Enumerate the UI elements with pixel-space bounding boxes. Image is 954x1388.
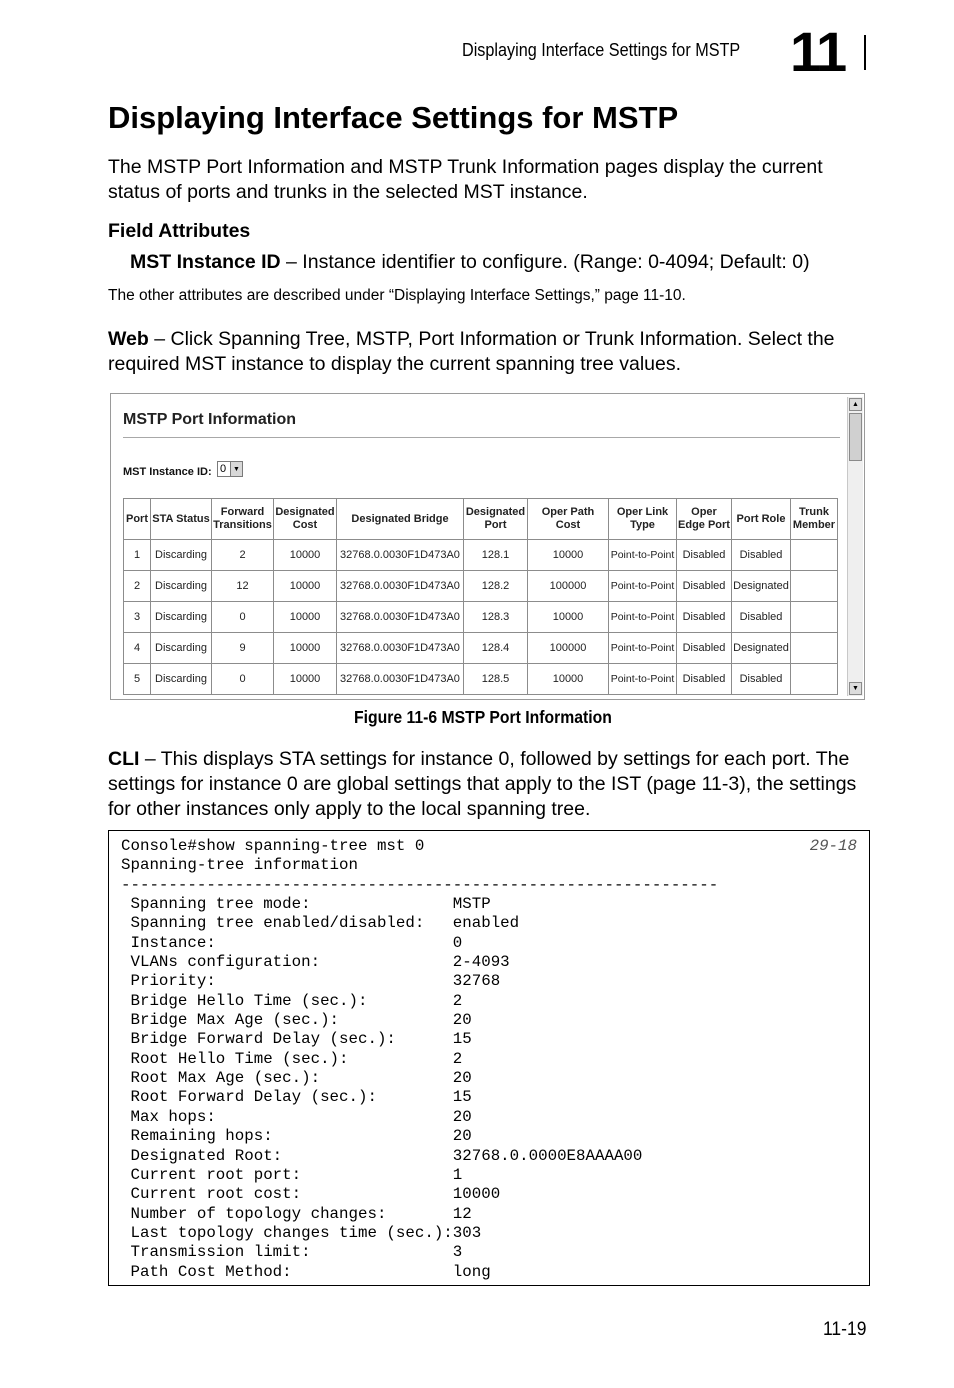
- column-header-sta-status: STA Status: [151, 499, 211, 539]
- console-line: Instance: 0: [121, 933, 463, 952]
- table-cell: 128.4: [464, 633, 527, 663]
- table-cell: 128.1: [464, 540, 527, 570]
- table-cell: Disabled: [677, 633, 731, 663]
- console-line: Priority: 32768: [121, 972, 501, 991]
- column-header-trunk-member: Trunk Member: [791, 499, 837, 539]
- console-line: Number of topology changes: 12: [121, 1204, 472, 1223]
- column-header-forward-transitions: Forward Transitions: [212, 499, 273, 539]
- console-output: [121, 837, 718, 1282]
- table-cell: [791, 633, 837, 663]
- table-cell: 0: [212, 664, 273, 694]
- table-cell: 10000: [528, 602, 608, 632]
- table-cell: 3: [124, 602, 150, 632]
- scroll-down-arrow-icon[interactable]: ▼: [849, 682, 862, 695]
- column-header-designated-port: Designated Port: [464, 499, 527, 539]
- table-cell: 10000: [274, 633, 336, 663]
- field-mst-instance-id: [130, 251, 810, 274]
- column-header-port: Port: [124, 499, 150, 539]
- table-cell: 100000: [528, 633, 608, 663]
- console-line: Transmission limit: 3: [121, 1243, 463, 1262]
- console-line: Root Max Age (sec.): 20: [121, 1069, 472, 1088]
- table-cell: Disabled: [677, 602, 731, 632]
- table-cell: 10000: [274, 602, 336, 632]
- table-cell: [791, 571, 837, 601]
- table-cell: Disabled: [732, 664, 790, 694]
- page-number: 11-19: [823, 1319, 867, 1340]
- table-cell: Point-to-Point: [609, 664, 676, 694]
- field-description: – Instance identifier to configure. (Range: 0-4094; Default: 0): [280, 251, 810, 273]
- figure-caption: Figure 11-6 MSTP Port Information: [354, 707, 612, 727]
- panel-title: MSTP Port Information: [123, 411, 297, 428]
- table-cell: Designated: [732, 633, 790, 663]
- console-line: Console#show spanning-tree mst 0: [121, 837, 425, 855]
- console-line: Designated Root: 32768.0.0000E8AAAA00: [121, 1146, 643, 1165]
- table-cell: 32768.0.0030F1D473A0: [337, 571, 463, 601]
- console-line: ---------------------------------------------------------------: [121, 875, 719, 894]
- table-row: [124, 571, 837, 601]
- mstp-port-information-figure: [110, 393, 865, 700]
- console-line: Last topology changes time (sec.):303: [121, 1223, 482, 1242]
- table-cell: 128.5: [464, 664, 527, 694]
- console-line: Spanning-tree information: [121, 856, 358, 875]
- table-cell: Point-to-Point: [609, 540, 676, 570]
- table-cell: [791, 664, 837, 694]
- section-title: Displaying Interface Settings for MSTP: [108, 100, 679, 135]
- cli-label: CLI: [108, 748, 140, 770]
- table-cell: [791, 602, 837, 632]
- table-cell: 0: [212, 602, 273, 632]
- table-row: [124, 602, 837, 632]
- table-cell: Disabled: [732, 540, 790, 570]
- table-cell: Point-to-Point: [609, 602, 676, 632]
- cli-text: – This displays STA settings for instance 0, followed by settings for each port. The settings for instance 0 are global settings that apply to the IST (page 11-3), the settings for other instances only apply to the local spanning tree.: [108, 748, 857, 820]
- table-cell: Disabled: [677, 571, 731, 601]
- table-cell: 9: [212, 633, 273, 663]
- console-line: Bridge Forward Delay (sec.): 15: [121, 1030, 472, 1049]
- table-cell: 10000: [528, 540, 608, 570]
- cli-paragraph: [108, 747, 878, 822]
- web-text: – Click Spanning Tree, MSTP, Port Information or Trunk Information. Select the required MST instance to display the current spanning tree values.: [108, 328, 835, 375]
- table-cell: Discarding: [151, 571, 211, 601]
- table-row: [124, 540, 837, 570]
- dropdown-arrow-icon[interactable]: ▼: [230, 462, 242, 476]
- table-cell: Point-to-Point: [609, 571, 676, 601]
- table-row: [124, 633, 837, 663]
- field-name: MST Instance ID: [130, 251, 281, 273]
- mst-instance-select[interactable]: [217, 461, 243, 477]
- port-information-table: [123, 498, 838, 695]
- table-cell: Disabled: [732, 602, 790, 632]
- console-output-box: [108, 830, 870, 1286]
- table-cell: Point-to-Point: [609, 633, 676, 663]
- table-cell: 5: [124, 664, 150, 694]
- scrollbar-thumb[interactable]: [849, 413, 862, 461]
- intro-paragraph: The MSTP Port Information and MSTP Trunk Information pages display the current status of ports and trunks in the selected MST instance.: [108, 156, 823, 203]
- table-cell: 10000: [274, 664, 336, 694]
- web-paragraph: [108, 327, 878, 377]
- other-attributes-note: The other attributes are described under “Displaying Interface Settings,” page 11-10.: [108, 287, 686, 304]
- chapter-divider: [864, 35, 866, 70]
- mst-instance-value: 0: [220, 463, 227, 475]
- scroll-up-arrow-icon[interactable]: ▲: [849, 398, 862, 411]
- table-header-row: [124, 499, 837, 539]
- table-cell: 10000: [274, 571, 336, 601]
- table-cell: 128.3: [464, 602, 527, 632]
- column-header-oper-link-type: Oper Link Type: [609, 499, 676, 539]
- table-cell: Disabled: [677, 664, 731, 694]
- console-line: Bridge Hello Time (sec.): 2: [121, 991, 463, 1010]
- column-header-designated-cost: Designated Cost: [274, 499, 336, 539]
- table-cell: 12: [212, 571, 273, 601]
- console-line: Spanning tree enabled/disabled: enabled: [121, 914, 520, 933]
- table-cell: 128.2: [464, 571, 527, 601]
- console-line: Spanning tree mode: MSTP: [121, 895, 491, 914]
- console-line: Root Hello Time (sec.): 2: [121, 1049, 463, 1068]
- console-line: Remaining hops: 20: [121, 1127, 472, 1146]
- table-cell: 32768.0.0030F1D473A0: [337, 664, 463, 694]
- table-cell: 10000: [274, 540, 336, 570]
- table-cell: 32768.0.0030F1D473A0: [337, 602, 463, 632]
- table-cell: 10000: [528, 664, 608, 694]
- table-cell: Designated: [732, 571, 790, 601]
- column-header-designated-bridge: Designated Bridge: [337, 499, 463, 539]
- column-header-oper-path-cost: Oper Path Cost: [528, 499, 608, 539]
- table-cell: [791, 540, 837, 570]
- column-header-oper-edge-port: Oper Edge Port: [677, 499, 731, 539]
- table-cell: Disabled: [677, 540, 731, 570]
- table-row: [124, 664, 837, 694]
- console-line: Current root cost: 10000: [121, 1185, 501, 1204]
- table-cell: 4: [124, 633, 150, 663]
- web-label: Web: [108, 328, 149, 350]
- table-cell: Discarding: [151, 602, 211, 632]
- field-attributes-heading: Field Attributes: [108, 220, 251, 242]
- chapter-number: 11: [790, 20, 846, 83]
- vertical-scrollbar[interactable]: [847, 397, 863, 696]
- console-line: Max hops: 20: [121, 1107, 472, 1126]
- table-cell: Discarding: [151, 540, 211, 570]
- table-cell: Discarding: [151, 664, 211, 694]
- table-cell: 32768.0.0030F1D473A0: [337, 540, 463, 570]
- table-cell: 2: [124, 571, 150, 601]
- table-cell: 2: [212, 540, 273, 570]
- table-cell: 32768.0.0030F1D473A0: [337, 633, 463, 663]
- running-header: Displaying Interface Settings for MSTP: [462, 40, 741, 60]
- mst-instance-label: MST Instance ID:: [123, 466, 212, 478]
- table-cell: 100000: [528, 571, 608, 601]
- command-reference: 29-18: [809, 837, 857, 855]
- console-line: VLANs configuration: 2-4093: [121, 953, 510, 972]
- column-header-port-role: Port Role: [732, 499, 790, 539]
- table-cell: 1: [124, 540, 150, 570]
- console-line: Bridge Max Age (sec.): 20: [121, 1011, 472, 1030]
- console-line: Current root port: 1: [121, 1165, 463, 1184]
- table-cell: Discarding: [151, 633, 211, 663]
- console-line: Root Forward Delay (sec.): 15: [121, 1088, 472, 1107]
- console-line: Path Cost Method: long: [121, 1262, 491, 1281]
- panel-divider: [123, 437, 840, 438]
